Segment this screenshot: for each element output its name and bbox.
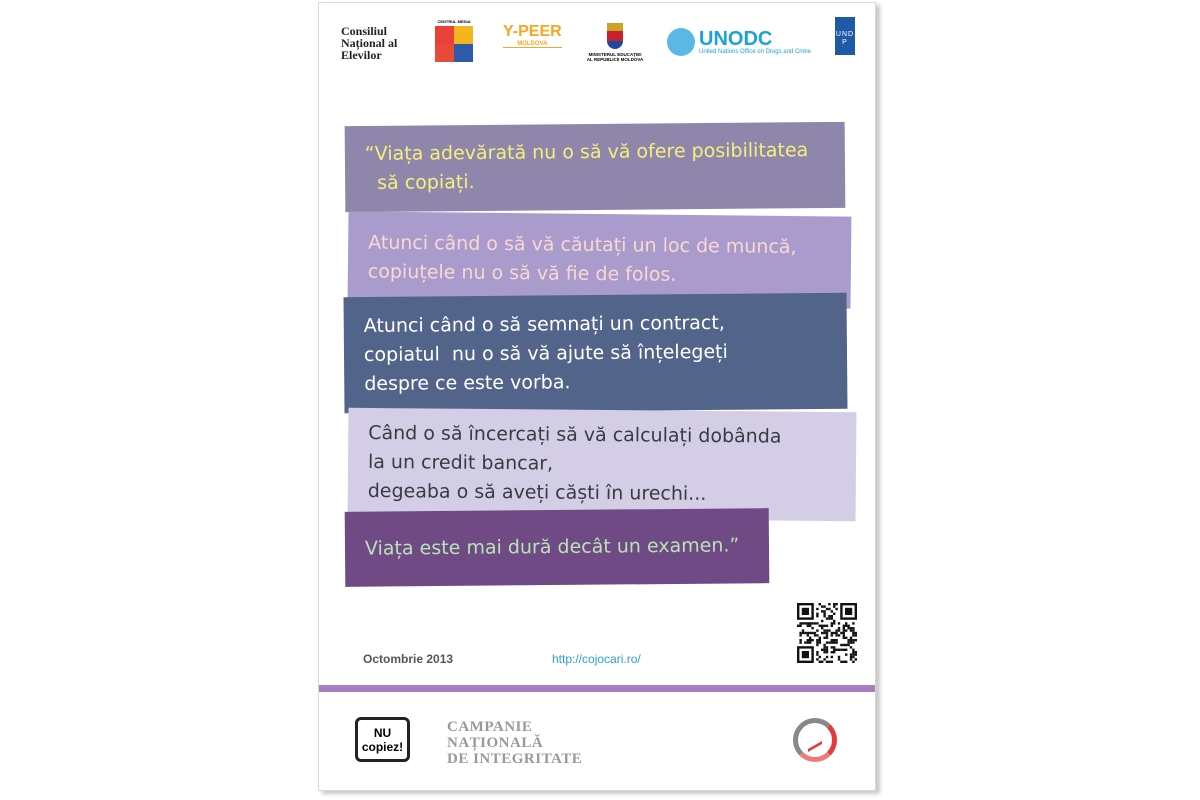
date: Octombrie 2013 [363,652,454,666]
quote-line: să copiați. [365,171,475,195]
badge-text: NU [373,726,392,740]
logo-text: UNDP [835,31,855,46]
logo-ypeer [503,23,562,48]
logo-text: CENTRUL MEDIA [437,19,471,24]
logo-undp [835,17,855,55]
quote-line: Atunci când o să vă căutați un loc de muncă, [368,231,797,259]
logo-text: UNODC [699,28,773,50]
quote-box [348,408,857,521]
logo-text: Consiliul [341,24,388,38]
zero-corruption-logo [793,718,837,762]
logo-text: United Nations Office on Drugs and Crime [699,49,811,55]
quote-box [345,122,846,212]
poster [318,2,876,791]
logo-text: MOLDOVA [503,41,562,48]
logo-ministry [585,23,645,62]
badge-text: copiez! [361,740,404,754]
logo-consiliul-national-elevilor [341,25,397,61]
quote-line: copiuțele nu o să vă fie de folos. [367,260,677,286]
logo-unodc [667,28,811,56]
campaign-line: CAMPANIE [447,719,533,735]
campaign-line: NAȚIONALĂ [447,735,544,751]
quote-line: despre ce este vorba. [364,370,571,395]
quote-line: degeaba o să aveți căști în urechi... [367,479,707,505]
arrow-icon [808,731,822,752]
qr-code[interactable] [797,603,857,663]
logo-mark [435,26,473,62]
logo-text: Elevilor [341,48,382,62]
quote-box [344,293,848,413]
quote-line: Când o să încercați să vă calculați dobânda [368,421,782,448]
quote-line: Atunci când o să semnați un contract, [363,311,725,337]
logo-text: AL REPUBLICII MOLDOVA [586,57,644,62]
quote-line: Viața este mai dură decât un examen.” [364,534,740,560]
quote-box [345,508,770,587]
coat-of-arms-icon [607,23,623,49]
website-link[interactable]: http://cojocari.ro/ [552,652,641,666]
quote-line: copiatul nu o să vă ajute să înțelegeți [363,340,728,366]
un-emblem-icon [667,28,695,56]
quote-line: “Viața adevărată nu o să vă ofere posibilitatea [364,139,809,166]
logo-text: Y-PEER [503,23,562,40]
divider [319,685,875,692]
nu-copiez-badge [355,717,410,762]
campaign-title [447,719,582,767]
logo-text: MINISTERUL EDUCAȚIEI [588,52,642,57]
campaign-line: DE INTEGRITATE [447,751,583,767]
quote-line: la un credit bancar, [367,450,554,475]
logo-text: Național al [341,36,398,50]
logo-centrul-media [435,19,473,62]
